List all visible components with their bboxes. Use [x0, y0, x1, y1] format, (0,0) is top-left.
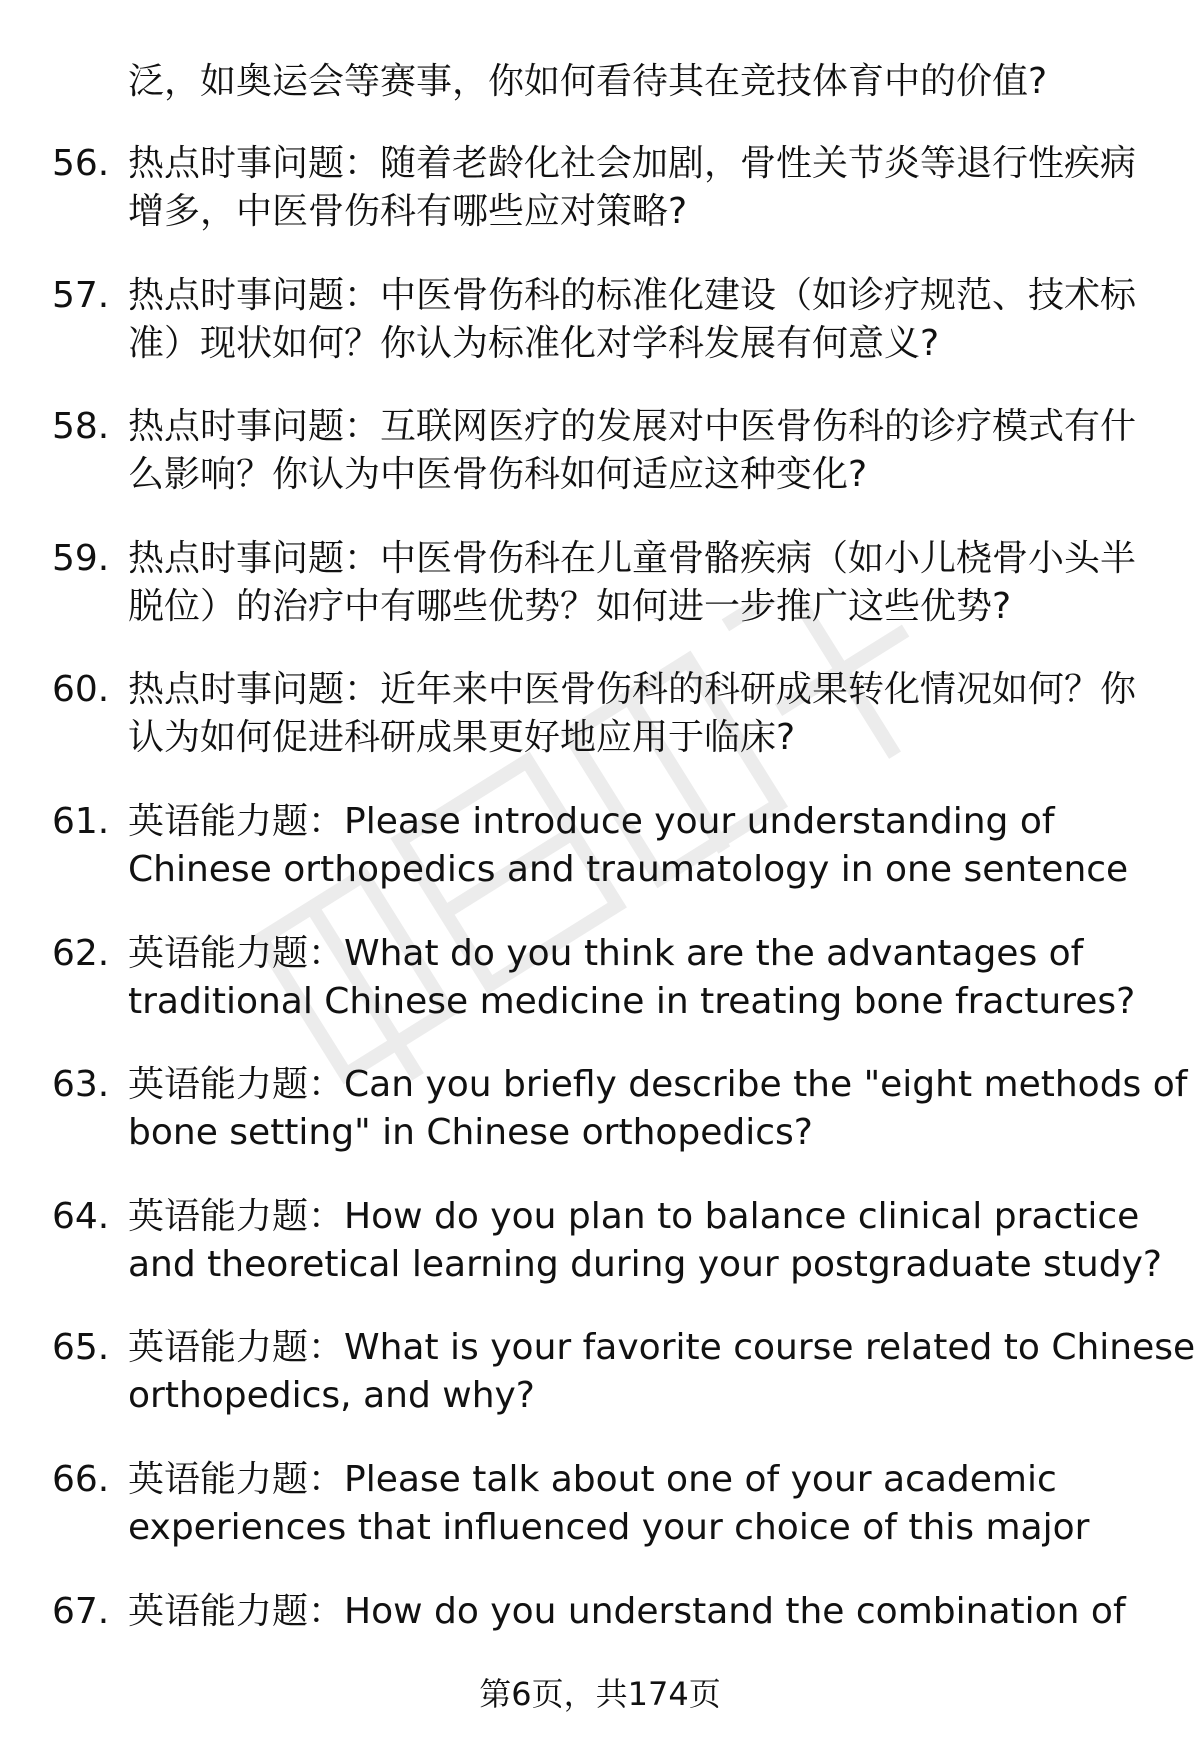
- item-line: 么影响？你认为中医骨伤科如何适应这种变化?: [128, 454, 868, 496]
- item-number: 59.: [52, 537, 110, 579]
- item-line: 英语能力题：What is your favorite course related to Chinese: [128, 1327, 1196, 1369]
- list-item: [0, 1061, 1200, 1193]
- question-list: [0, 140, 1200, 1719]
- item-text: [128, 798, 1158, 894]
- list-item: [0, 798, 1200, 930]
- list-item: [0, 1324, 1200, 1456]
- item-line: 脱位）的治疗中有哪些优势？如何进一步推广这些优势?: [128, 585, 1012, 627]
- item-line: 热点时事问题：中医骨伤科在儿童骨骼疾病（如小儿桡骨小头半: [128, 537, 1137, 579]
- item-line: 英语能力题：What do you think are the advantages of: [128, 932, 1084, 974]
- item-line: 英语能力题：Please talk about one of your academic: [128, 1458, 1057, 1500]
- item-number: 66.: [52, 1458, 110, 1500]
- item-line: and theoretical learning during your postgraduate study?: [128, 1243, 1162, 1285]
- item-text: [128, 1588, 1158, 1636]
- item-text: [128, 666, 1158, 762]
- item-line: 热点时事问题：中医骨伤科的标准化建设（如诊疗规范、技术标: [128, 274, 1137, 316]
- item-number: 67.: [52, 1590, 110, 1632]
- list-item: [0, 140, 1200, 272]
- item-line: orthopedics, and why?: [128, 1375, 535, 1417]
- item-text: [128, 930, 1158, 1026]
- list-item: [0, 666, 1200, 798]
- item-number: 63.: [52, 1064, 110, 1106]
- item-number: 64.: [52, 1195, 110, 1237]
- item-text: [128, 1324, 1196, 1420]
- item-text: [128, 403, 1158, 499]
- page-footer: 第6页，共174页: [479, 1675, 721, 1713]
- list-item: [0, 272, 1200, 404]
- item-line: Chinese orthopedics and traumatology in one sentence: [128, 848, 1129, 890]
- item-line: bone setting" in Chinese orthopedics?: [128, 1112, 813, 1154]
- item-line: 热点时事问题：近年来中医骨伤科的科研成果转化情况如何？你: [128, 669, 1137, 711]
- item-number: 57.: [52, 274, 110, 316]
- list-item: [0, 403, 1200, 535]
- item-number: 58.: [52, 406, 110, 448]
- item-text: [128, 1061, 1188, 1157]
- list-item: [0, 930, 1200, 1062]
- item-line: 热点时事问题：互联网医疗的发展对中医骨伤科的诊疗模式有什: [128, 406, 1137, 448]
- item-text: [128, 272, 1158, 368]
- item-text: [128, 535, 1158, 631]
- list-item: [0, 1193, 1200, 1325]
- item-text: [128, 1456, 1158, 1552]
- continuation-line: 泛，如奥运会等赛事，你如何看待其在竞技体育中的价值?: [128, 61, 1048, 102]
- item-line: 英语能力题：Can you briefly describe the "eight methods of: [128, 1064, 1188, 1106]
- item-line: 英语能力题：How do you plan to balance clinical practice: [128, 1195, 1140, 1237]
- item-number: 62.: [52, 932, 110, 974]
- item-text: [128, 1193, 1162, 1289]
- item-number: 65.: [52, 1327, 110, 1369]
- item-number: 56.: [52, 143, 110, 184]
- item-line: experiences that influenced your choice of this major: [128, 1506, 1090, 1548]
- item-line: 准）现状如何？你认为标准化对学科发展有何意义?: [128, 322, 940, 364]
- item-line: 认为如何促进科研成果更好地应用于临床?: [128, 717, 796, 759]
- list-item: [0, 1456, 1200, 1588]
- item-line: 热点时事问题：随着老龄化社会加剧，骨性关节炎等退行性疾病: [128, 143, 1137, 184]
- item-line: 英语能力题：How do you understand the combination of: [128, 1590, 1126, 1632]
- item-line: traditional Chinese medicine in treating bone fractures?: [128, 980, 1136, 1022]
- item-number: 60.: [52, 669, 110, 711]
- item-line: 英语能力题：Please introduce your understanding of: [128, 800, 1055, 842]
- item-text: [128, 140, 1158, 236]
- list-item: [0, 535, 1200, 667]
- item-number: 61.: [52, 800, 110, 842]
- item-line: 增多，中医骨伤科有哪些应对策略?: [128, 191, 688, 232]
